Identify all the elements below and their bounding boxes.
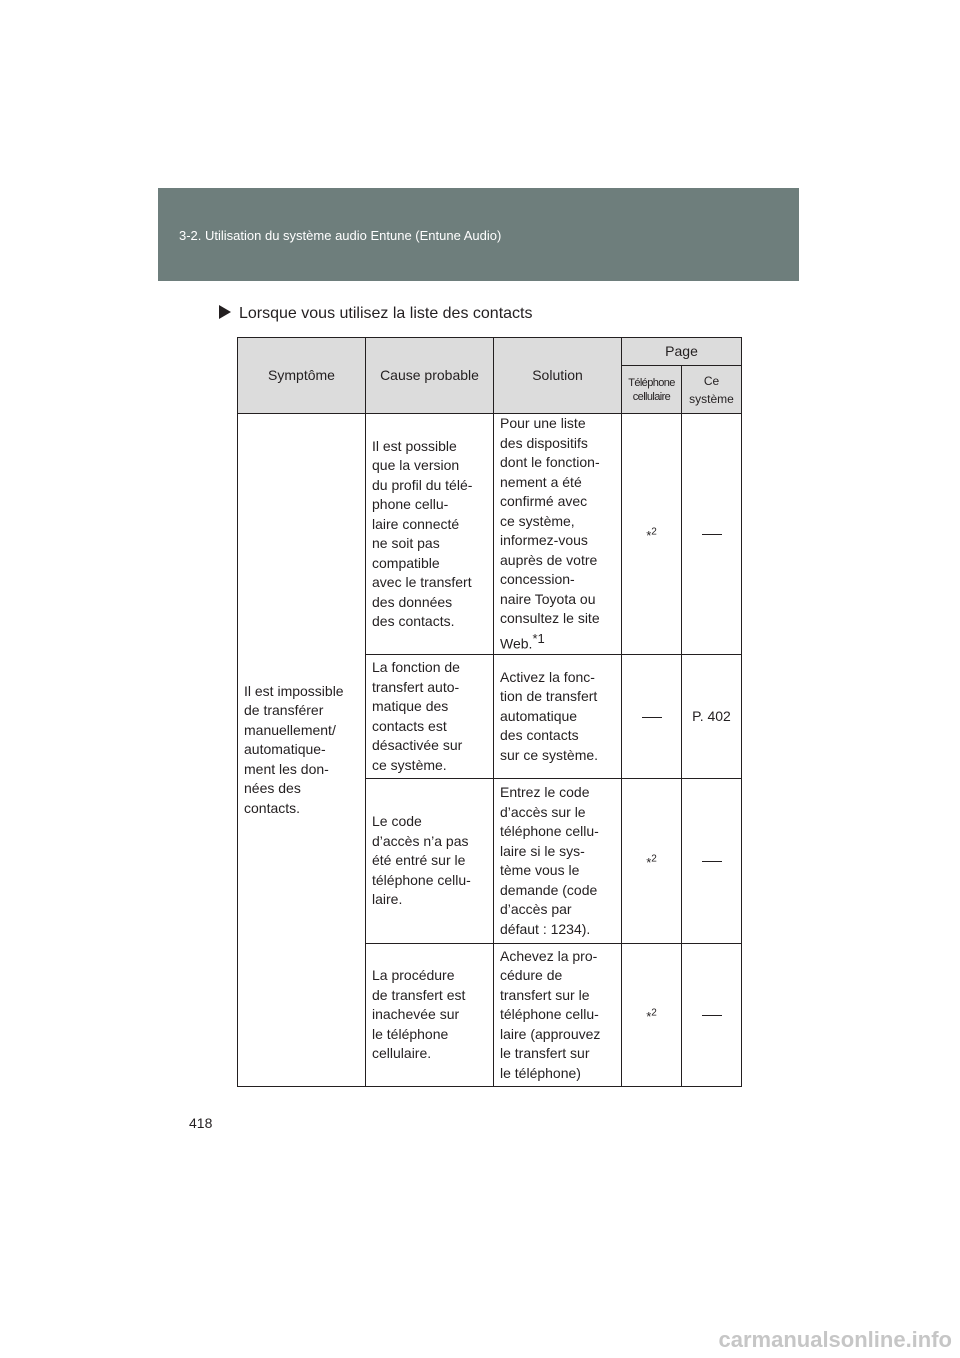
solution-cell: Entrez le code d’accès sur le téléphone cellu- laire si le sys- tème vous le demande (code d’accès par défaut : 1234). bbox=[494, 779, 622, 944]
dash-icon bbox=[702, 861, 722, 862]
system-page-cell bbox=[682, 414, 742, 655]
dash-icon bbox=[642, 717, 662, 718]
section-heading bbox=[219, 305, 532, 323]
solution-cell: Achevez la pro- cédure de transfert sur le téléphone cellu- laire (approuvez le transfert sur le téléphone) bbox=[494, 944, 622, 1087]
footnote-marker: *$^2$ bbox=[646, 1007, 657, 1024]
cause-cell: La procédure de transfert est inachevée sur le téléphone cellulaire. bbox=[366, 944, 494, 1087]
page-number: 418 bbox=[189, 1115, 213, 1131]
solution-cell bbox=[494, 414, 622, 655]
footnote-marker: *1 bbox=[532, 630, 545, 646]
watermark: carmanualsonline.info bbox=[718, 1327, 952, 1352]
phone-page-cell bbox=[622, 655, 682, 779]
table-row bbox=[238, 414, 742, 655]
dash-icon bbox=[702, 1015, 722, 1016]
footnote-marker: *$^2$ bbox=[646, 526, 657, 543]
solution-text: Pour une liste des dispositifs dont le fonction- nement a été confirmé avec ce système, informez-vous auprès de votre concession- naire Toyota ou consultez le site Web. bbox=[500, 415, 600, 652]
triangle-right-icon bbox=[219, 305, 231, 319]
header-cause: Cause probable bbox=[366, 338, 494, 414]
symptom-cell: Il est impossible de transférer manuellement/ automatique- ment les don- nées des contacts. bbox=[238, 414, 366, 1087]
cause-cell: Le code d’accès n’a pas été entré sur le téléphone cellu- laire. bbox=[366, 779, 494, 944]
cause-cell: Il est possible que la version du profil du télé- phone cellu- laire connecté ne soit pas compatible avec le transfert des données des contacts. bbox=[366, 414, 494, 655]
header-page-phone: Téléphone cellulaire bbox=[622, 366, 682, 414]
system-page-cell bbox=[682, 944, 742, 1087]
section-heading-text: Lorsque vous utilisez la liste des contacts bbox=[239, 305, 533, 322]
header-page-system: Ce système bbox=[682, 366, 742, 414]
header-solution: Solution bbox=[494, 338, 622, 414]
cause-cell: La fonction de transfert auto- matique des contacts est désactivée sur ce système. bbox=[366, 655, 494, 779]
phone-page-cell bbox=[622, 779, 682, 944]
phone-page-cell bbox=[622, 944, 682, 1087]
troubleshooting-table bbox=[237, 337, 742, 1087]
dash-icon bbox=[702, 534, 722, 535]
system-page-cell bbox=[682, 779, 742, 944]
header-symptom: Symptôme bbox=[238, 338, 366, 414]
footnote-marker: *$^2$ bbox=[646, 853, 657, 870]
header-title: 3-2. Utilisation du système audio Entune (Entune Audio) bbox=[179, 228, 502, 243]
phone-page-cell bbox=[622, 414, 682, 655]
header-page: Page bbox=[622, 338, 742, 366]
header-band bbox=[158, 188, 799, 281]
system-page-cell: P. 402 bbox=[682, 655, 742, 779]
solution-cell: Activez la fonc- tion de transfert automatique des contacts sur ce système. bbox=[494, 655, 622, 779]
